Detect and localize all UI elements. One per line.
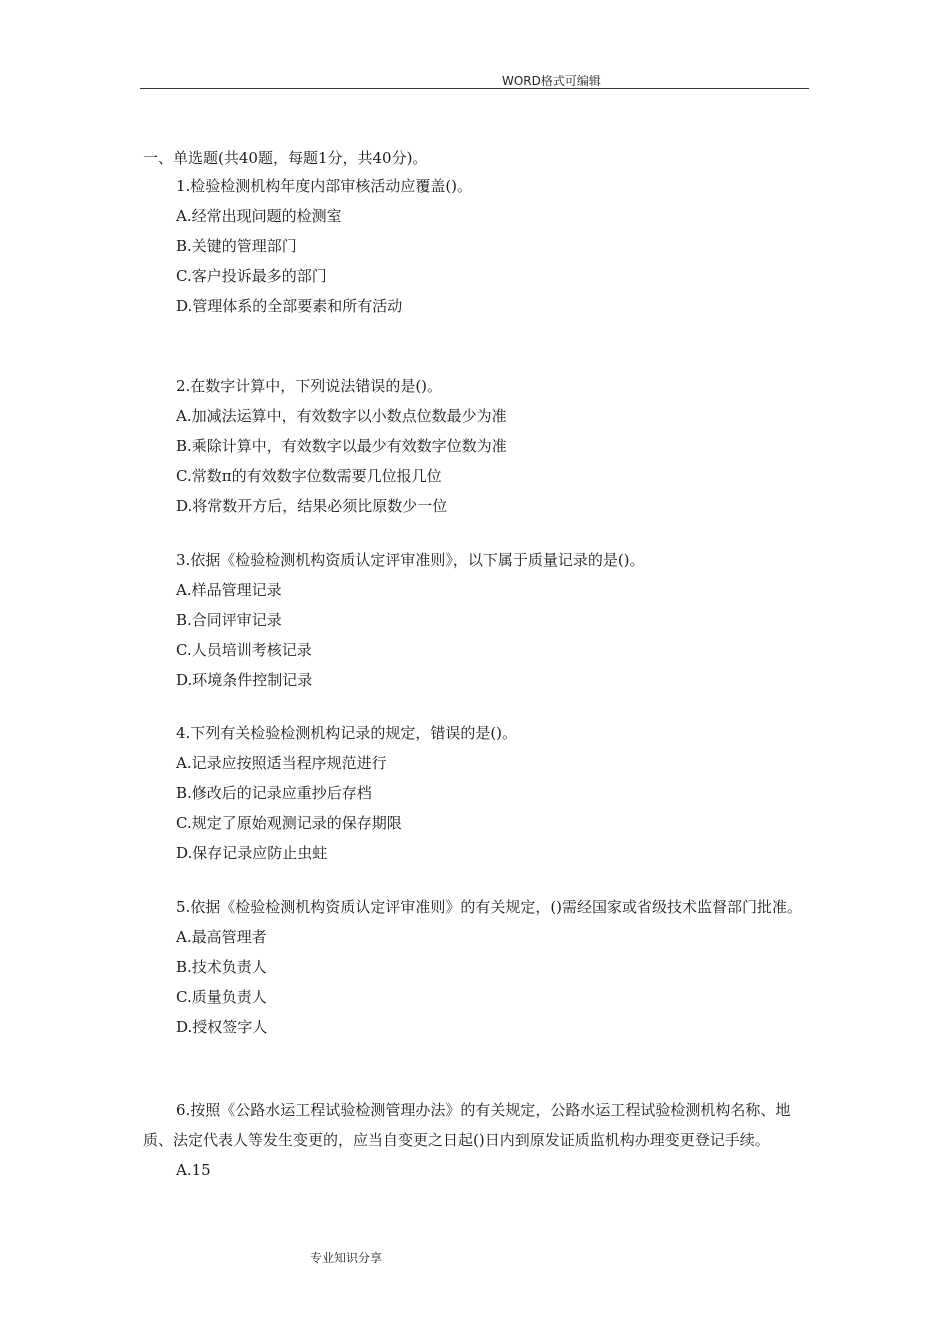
option-b: B.合同评审记录 <box>176 611 282 629</box>
option-c: C.常数π的有效数字位数需要几位报几位 <box>176 467 442 485</box>
option-c: C.人员培训考核记录 <box>176 641 312 659</box>
option-b: B.关键的管理部门 <box>176 237 297 255</box>
header-rule <box>140 88 809 89</box>
question-stem: 6.按照《公路水运工程试验检测管理办法》的有关规定，公路水运工程试验检测机构名称、地质、法定代表人等发生变更的，应当自变更之日起()日内到原发证质监机构办理变更登记手续。 <box>143 1101 791 1149</box>
option-list <box>143 201 809 321</box>
question-2 <box>143 371 809 521</box>
question-3 <box>143 545 809 695</box>
page-header <box>140 70 809 90</box>
question-4 <box>143 718 809 868</box>
option-list <box>143 401 809 521</box>
header-text: WORD格式可编辑 <box>502 74 601 88</box>
option-list <box>143 1155 809 1185</box>
option-list <box>143 922 809 1042</box>
option-a: A.样品管理记录 <box>176 581 282 599</box>
question-6 <box>143 1095 809 1185</box>
option-list <box>143 748 809 868</box>
option-d: D.保存记录应防止虫蛀 <box>176 844 328 862</box>
option-a: A.加减法运算中，有效数字以小数点位数最少为准 <box>176 407 507 425</box>
option-c: C.质量负责人 <box>176 988 267 1006</box>
option-c: C.规定了原始观测记录的保存期限 <box>176 814 402 832</box>
question-stem: 5.依据《检验检测机构资质认定评审准则》的有关规定，()需经国家或省级技术监督部门批准。 <box>176 898 803 916</box>
option-a: A.经常出现问题的检测室 <box>176 207 342 225</box>
option-c: C.客户投诉最多的部门 <box>176 267 327 285</box>
question-stem: 3.依据《检验检测机构资质认定评审准则》，以下属于质量记录的是()。 <box>176 551 645 569</box>
option-b: B.乘除计算中，有效数字以最少有效数字位数为准 <box>176 437 507 455</box>
section-title: 一、单选题(共40题，每题1分，共40分)。 <box>143 149 428 167</box>
option-a: A.最高管理者 <box>176 928 267 946</box>
option-b: B.技术负责人 <box>176 958 267 976</box>
option-a: A.记录应按照适当程序规范进行 <box>176 754 387 772</box>
option-d: D.授权签字人 <box>176 1018 268 1036</box>
page-footer: 专业知识分享 <box>310 1251 383 1265</box>
option-d: D.将常数开方后，结果必须比原数少一位 <box>176 497 448 515</box>
question-5 <box>143 892 809 1042</box>
option-list <box>143 575 809 695</box>
question-stem: 4.下列有关检验检测机构记录的规定，错误的是()。 <box>176 724 518 742</box>
option-d: D.管理体系的全部要素和所有活动 <box>176 297 403 315</box>
option-d: D.环境条件控制记录 <box>176 671 313 689</box>
question-1 <box>143 171 809 321</box>
option-b: B.修改后的记录应重抄后存档 <box>176 784 372 802</box>
question-stem: 1.检验检测机构年度内部审核活动应覆盖()。 <box>176 177 473 195</box>
option-a: A.15 <box>176 1161 211 1179</box>
question-stem: 2.在数字计算中，下列说法错误的是()。 <box>176 377 443 395</box>
